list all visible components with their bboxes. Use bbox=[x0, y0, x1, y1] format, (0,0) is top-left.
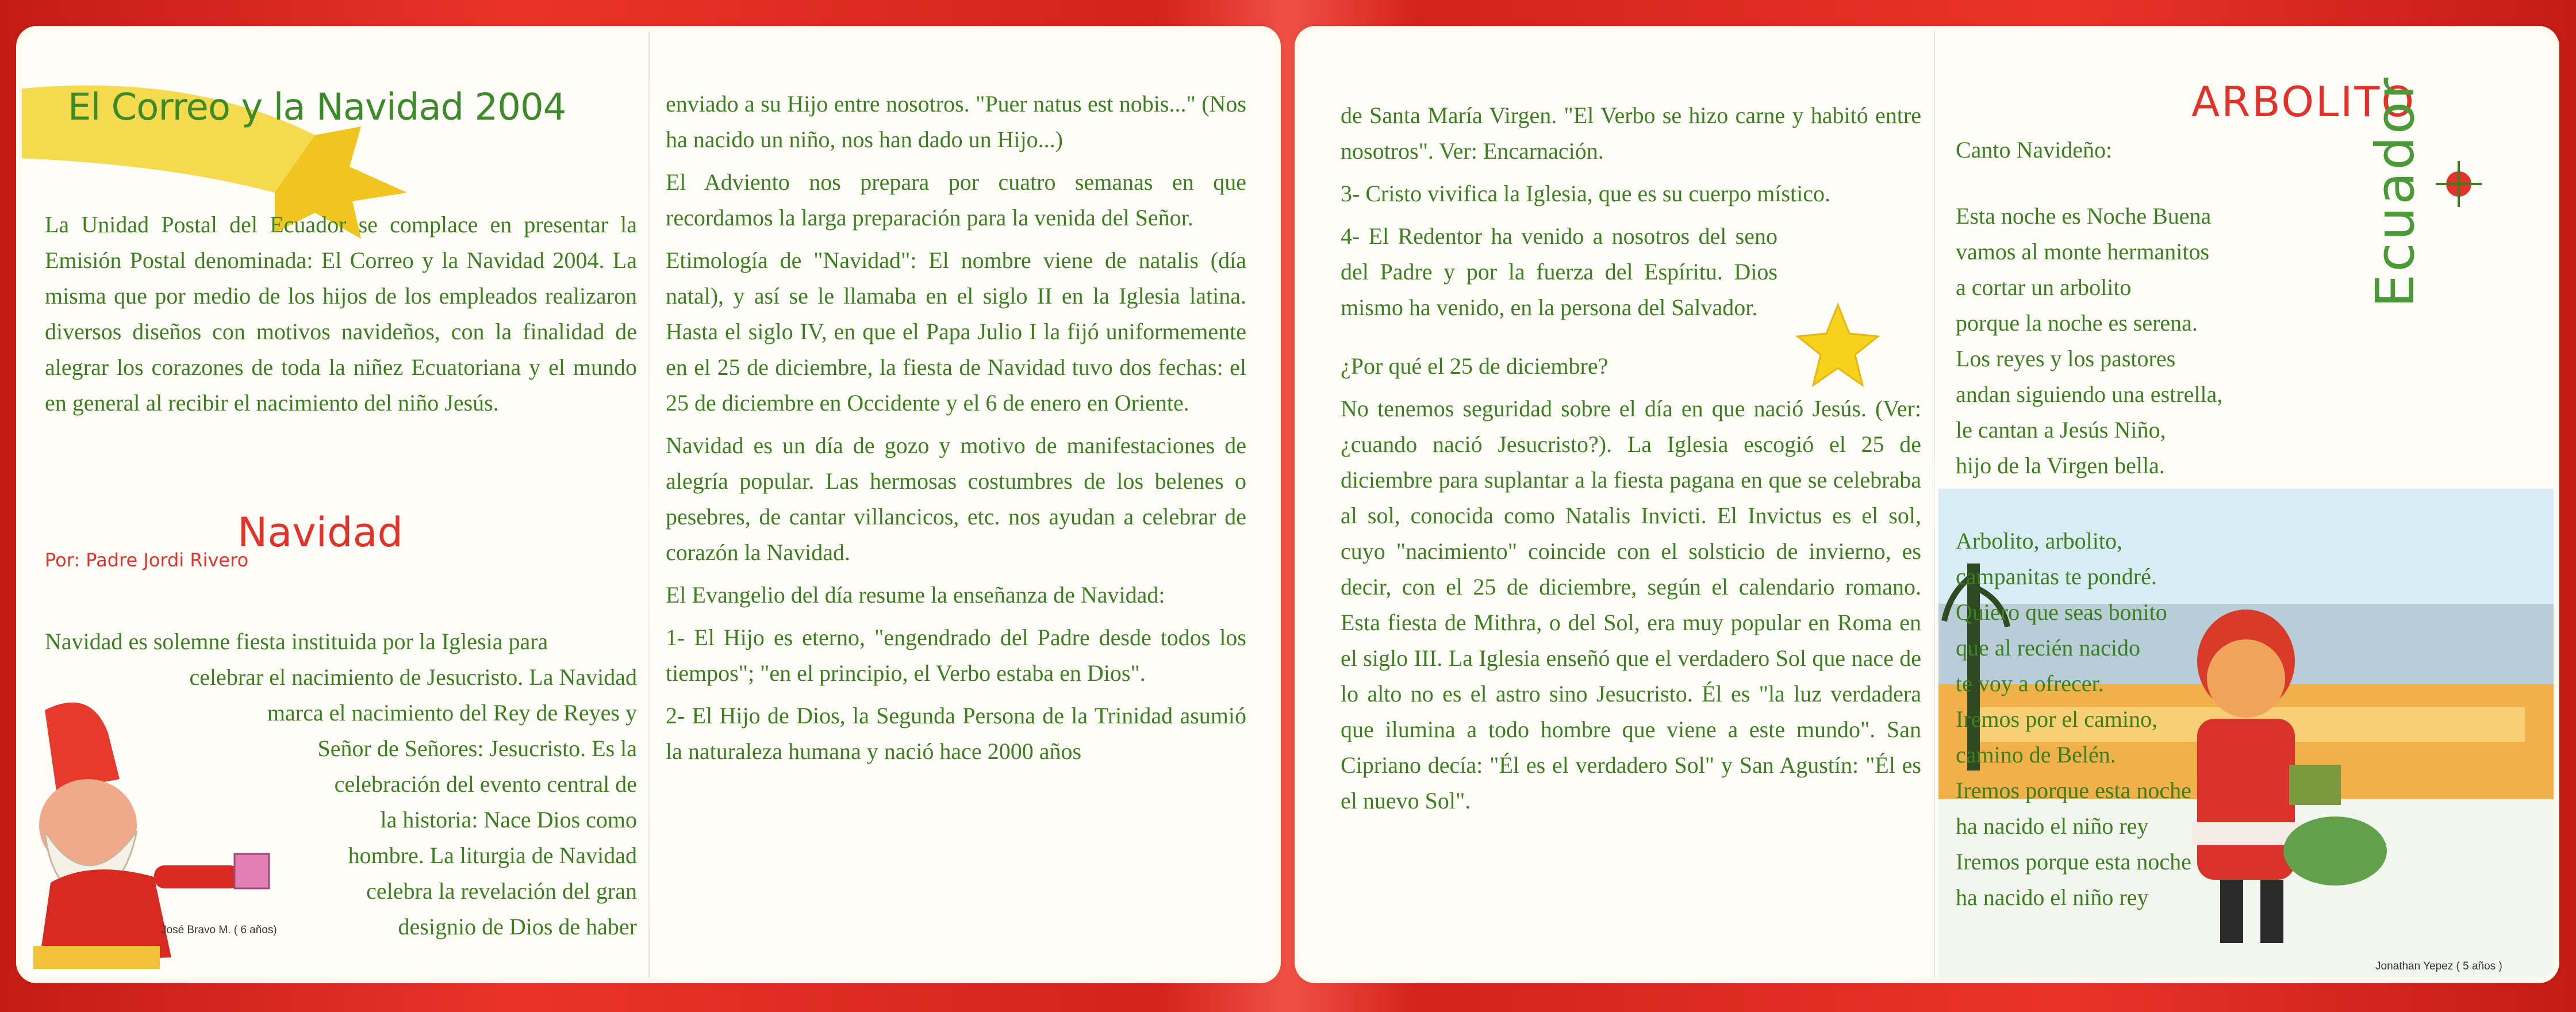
navidad-heading: Navidad bbox=[237, 509, 403, 556]
paragraph: 2- El Hijo de Dios, la Segunda Persona de la Trinidad asumió la naturaleza humana y nació hace 2000 años bbox=[666, 703, 1246, 764]
poem-line: Iremos porque esta noche bbox=[1956, 777, 2191, 803]
left-sheet bbox=[22, 32, 1275, 977]
navidad-line: hombre. La liturgia de Navidad bbox=[348, 842, 637, 868]
poem-stanza-1 bbox=[1956, 198, 2222, 484]
poem-line: Iremos por el camino, bbox=[1956, 706, 2157, 732]
poem-line: Iremos porque esta noche bbox=[1956, 849, 2191, 875]
poem-line: Arbolito, arbolito, bbox=[1956, 528, 2122, 554]
answer-paragraph: No tenemos seguridad sobre el día en que nació Jesús. (Ver: ¿cuando nació Jesucristo?). La Iglesia escogió el 25 de diciembre para suplantar a la fiesta pagana en que se celebraba al sol, conocida como Natalis Invicti. El Invictus es el sol, cuyo "nacimiento" coincide con el solsticio de invierno, es decir, con el 25 de diciembre, según el calendario romano. Esta fiesta de Mithra, o del Sol, era muy popular en Roma en el siglo III. La Iglesia enseñó que el verdadero Sol que nace de lo alto no es el astro sino Jesucristo. Él es "la luz verdadera que ilumina a todo hombre que viene a este mundo". San Cipriano decía: "Él es el verdadero Sol" y San Agustín: "Él es el nuevo Sol". bbox=[1341, 396, 1921, 814]
ecuador-vertical-logo: Ecuador bbox=[2364, 75, 2426, 308]
paragraph: 1- El Hijo es eterno, "engendrado del Padre desde todos los tiempos"; "en el principio, el Verbo estaba en Dios". bbox=[666, 624, 1246, 686]
poem-line: andan siguiendo una estrella, bbox=[1956, 381, 2223, 407]
poem-line: Quiero que seas bonito bbox=[1956, 599, 2167, 625]
fold-line bbox=[1934, 32, 1935, 977]
navidad-line: celebra la revelación del gran bbox=[366, 878, 637, 904]
poem-line: Los reyes y los pastores bbox=[1956, 346, 2176, 371]
paragraph: de Santa María Virgen. "El Verbo se hizo carne y habitó entre nosotros". Ver: Encarnación. bbox=[1341, 102, 1921, 164]
poem-stanza-2 bbox=[1956, 523, 2191, 915]
navidad-line: Navidad es solemne fiesta instituida por la Iglesia para bbox=[45, 628, 548, 654]
navidad-line: Señor de Señores: Jesucristo. Es la bbox=[317, 735, 637, 761]
right-sheet bbox=[1300, 32, 2554, 977]
fold-line bbox=[648, 32, 650, 977]
sun-logo-icon bbox=[2436, 161, 2482, 207]
author-byline: Por: Padre Jordi Rivero bbox=[45, 549, 249, 571]
illustration-credit: José Bravo M. ( 6 años) bbox=[161, 924, 277, 936]
paragraph: 3- Cristo vivifica la Iglesia, que es su cuerpo místico. bbox=[1341, 181, 1831, 206]
question-heading: ¿Por qué el 25 de diciembre? bbox=[1341, 353, 1608, 379]
illustration-credit: Jonathan Yepez ( 5 años ) bbox=[2375, 960, 2502, 972]
intro-section bbox=[45, 207, 637, 421]
navidad-line: celebrar el nacimiento de Jesucristo. La Navidad bbox=[189, 664, 637, 690]
poem-line: le cantan a Jesús Niño, bbox=[1956, 417, 2166, 443]
poem-line: porque la noche es serena. bbox=[1956, 310, 2198, 336]
poem-line: te voy a ofrecer. bbox=[1956, 670, 2104, 696]
navidad-line: marca el nacimiento del Rey de Reyes y bbox=[267, 700, 637, 726]
paragraph: El Adviento nos prepara por cuatro semanas en que recordamos la larga preparación para la venida del Señor. bbox=[666, 169, 1246, 231]
navidad-line: celebración del evento central de bbox=[334, 771, 637, 797]
middle-left-column bbox=[666, 86, 1246, 769]
arbolito-title: ARBOLITO bbox=[2191, 78, 2416, 126]
paragraph: Etimología de "Navidad": El nombre viene de natalis (día natal), y así se le llamaba en el siglo II en la Iglesia latina. Hasta el siglo IV, en que el Papa Julio I la fijó uniformemente en el 25 de diciembre, la fiesta de Navidad tuvo dos fechas: el 25 de diciembre en Occidente y el 6 de enero en Oriente. bbox=[666, 247, 1246, 416]
paragraph: Navidad es un día de gozo y motivo de manifestaciones de alegría popular. Las hermosas costumbres de los belenes o pesebres, de cantar villancicos, etc. nos ayudan a celebrar de corazón la Navidad. bbox=[666, 432, 1246, 565]
paragraph: 4- El Redentor ha venido a nosotros del seno del Padre y por la fuerza del Espíritu. Dios mismo ha venido, en la persona del Salvador. bbox=[1341, 223, 1778, 320]
intro-paragraph: La Unidad Postal del Ecuador se complace en presentar la Emisión Postal denominada: El Correo y la Navidad 2004. La misma que por medio de los hijos de los empleados realizaron diversos diseños con motivos navideños, con la finalidad de alegrar los corazones de toda la niñez Ecuatoriana y el mundo en general al recibir el nacimiento del niño Jesús. bbox=[45, 212, 637, 416]
poem-line: campanitas te pondré. bbox=[1956, 564, 2157, 589]
song-subtitle: Canto Navideño: bbox=[1956, 137, 2113, 163]
middle-right-column bbox=[1341, 98, 1921, 819]
navidad-line: la historia: Nace Dios como bbox=[380, 807, 637, 833]
paragraph: enviado a su Hijo entre nosotros. "Puer natus est nobis..." (Nos ha nacido un niño, nos han dado un Hijo...) bbox=[666, 91, 1246, 152]
poem-line: ha nacido el niño rey bbox=[1956, 884, 2149, 910]
poem-line: Esta noche es Noche Buena bbox=[1956, 203, 2212, 229]
poem-line: ha nacido el niño rey bbox=[1956, 813, 2149, 839]
poem-line: vamos al monte hermanitos bbox=[1956, 239, 2210, 264]
poem-line: hijo de la Virgen bella. bbox=[1956, 453, 2165, 478]
star-drawing bbox=[1795, 302, 1881, 388]
page-title: El Correo y la Navidad 2004 bbox=[68, 86, 566, 129]
navidad-line: designio de Dios de haber bbox=[398, 914, 637, 940]
poem-line: camino de Belén. bbox=[1956, 742, 2116, 768]
poem-line: a cortar un arbolito bbox=[1956, 274, 2132, 300]
poem-line: que al recién nacido bbox=[1956, 635, 2140, 661]
paragraph: El Evangelio del día resume la enseñanza de Navidad: bbox=[666, 582, 1165, 608]
